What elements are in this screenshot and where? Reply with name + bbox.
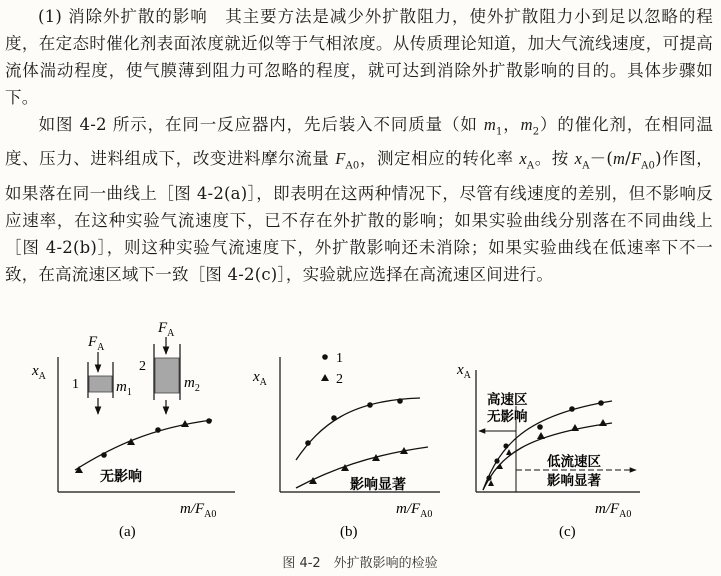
panel-c-label: (c) bbox=[559, 524, 576, 540]
legend-label-1: 1 bbox=[336, 351, 343, 366]
panel-a-circle-point bbox=[101, 452, 107, 458]
panel-c-circle-point bbox=[494, 458, 499, 463]
p2-math-F2: F bbox=[630, 149, 642, 169]
panel-c bbox=[456, 362, 640, 540]
legend-circle-marker bbox=[322, 354, 328, 360]
panel-b-annotation: 影响显著 bbox=[350, 477, 406, 493]
p2-math-F2-sub: A0 bbox=[641, 160, 656, 172]
p2-math-x-sub: A bbox=[526, 160, 535, 172]
panel-b bbox=[252, 351, 440, 540]
panel-b-circle-point bbox=[305, 440, 311, 446]
panel-c-triangle-point bbox=[599, 419, 607, 426]
panel-c-circle-point bbox=[598, 400, 604, 406]
reactor-1-number: 1 bbox=[72, 377, 79, 392]
p2-text-1: 如图 4-2 所示，在同一反应器内，先后装入不同质量（如 bbox=[38, 115, 484, 134]
reactor-1 bbox=[72, 334, 132, 414]
panel-c-low-speed-label-2: 影响显著 bbox=[547, 473, 601, 489]
p2-math-m1-sub: 1 bbox=[495, 126, 503, 138]
panel-c-x-label: $m/F_{A0}$ bbox=[595, 501, 632, 520]
panel-b-circle-point bbox=[397, 398, 403, 404]
panel-b-x-label: $m/F_{A0}$ bbox=[396, 501, 433, 520]
panel-c-low-speed-label-1: 低流速区 bbox=[547, 454, 601, 470]
panel-b-circle-point bbox=[367, 402, 373, 408]
panel-a-annotation: 无影响 bbox=[100, 469, 142, 485]
p2-math-F-sub: A0 bbox=[345, 160, 360, 172]
paragraph-1-text: (1) 消除外扩散的影响 其主要方法是减少外扩散阻力，使外扩散阻力小到足以忽略的程度，在定态时催化剂表面浓度就近似等于气相浓度。从传质理论知道，加大气流线速度，可提高流体湍动程度，使气膜薄到阻力可忽略的程度，就可达到消除外扩散影响的目的。具体步骤如下。 bbox=[5, 7, 713, 107]
p2-math-m3: m bbox=[612, 149, 626, 169]
panel-a-y-label: $x_A$ bbox=[32, 363, 46, 382]
panel-b-upper-curve bbox=[296, 398, 420, 460]
panel-c-circle-point bbox=[569, 406, 575, 412]
p2-math-F: F bbox=[335, 149, 346, 169]
p2-text-5: －( bbox=[589, 149, 613, 169]
reactor-2-flow-label: $F_A$ bbox=[158, 320, 175, 339]
panel-b-y-label: $x_A$ bbox=[253, 369, 267, 388]
p2-math-m2: m bbox=[520, 115, 533, 134]
panel-c-high-speed-label-1: 高速区 bbox=[487, 392, 528, 408]
panel-a-circle-point bbox=[206, 418, 212, 424]
p2-text-3: ，测定相应的转化率 bbox=[359, 149, 520, 169]
p2-math-x2: x bbox=[574, 149, 583, 169]
reactor-2-catalyst-bed bbox=[155, 358, 179, 393]
panel-c-high-speed-label-2: 无影响 bbox=[487, 409, 528, 425]
panel-a bbox=[31, 320, 235, 540]
reactor-2-number: 2 bbox=[139, 359, 146, 374]
figure-caption: 图 4-2 外扩散影响的检验 bbox=[282, 556, 438, 571]
panel-a-curve bbox=[75, 420, 212, 470]
panel-c-triangle-point bbox=[488, 480, 494, 486]
panel-c-circle-point bbox=[537, 424, 543, 430]
legend-label-2: 2 bbox=[336, 372, 343, 387]
p2-math-x2-sub: A bbox=[582, 160, 590, 172]
panel-a-circle-point bbox=[155, 427, 161, 433]
p2-text-2: ）的催化剂，在相同温度、压力、进料组成下，改变进料摩尔流量 bbox=[5, 115, 714, 169]
reactor-2-mass-label: $m_2$ bbox=[184, 375, 200, 394]
p2-math-m2-sub: 2 bbox=[532, 126, 540, 138]
p2-math-x: x bbox=[519, 149, 527, 169]
panel-b-circle-point bbox=[331, 415, 337, 421]
panel-c-circle-point bbox=[486, 475, 491, 480]
reactor-2 bbox=[139, 320, 200, 414]
panel-b-label: (b) bbox=[340, 524, 358, 540]
reactor-1-mass-label: $m_1$ bbox=[116, 379, 132, 398]
p2-sep: ， bbox=[502, 115, 521, 134]
panel-a-x-label: $m/F_{A0}$ bbox=[180, 501, 217, 520]
panel-a-label: (a) bbox=[119, 524, 136, 540]
panel-c-y-label: $x_A$ bbox=[457, 362, 471, 381]
reactor-1-catalyst-bed bbox=[89, 376, 112, 392]
panel-b-legend bbox=[321, 351, 343, 387]
panel-c-triangle-point bbox=[571, 424, 579, 431]
panel-c-triangle-point bbox=[506, 449, 512, 455]
panel-c-triangle-point bbox=[537, 432, 545, 439]
p2-text-4: 。按 bbox=[534, 149, 575, 169]
p2-slash: / bbox=[625, 149, 631, 169]
p2-math-m1: m bbox=[483, 115, 496, 134]
panel-c-circle-point bbox=[503, 443, 508, 448]
reactor-1-flow-label: $F_A$ bbox=[88, 334, 105, 353]
legend-triangle-marker bbox=[321, 374, 329, 381]
p2-text-6: )作图，如果落在同一曲线上［图 4-2(a)］，即表明在这两种情况下，尽管有线速度的差别，但不影响反应速率，在这种实验气流速度下，已不存在外扩散的影响；如果实验曲线分别落在不同曲线上［图 4-2(b)］，则这种实验气流速度下，外扩散影响还未消除；如果实验曲线在低速率下不一致，在高流速区域下一致［图 4-2(c)］，实验就应选择在高流速区间进行。 bbox=[5, 149, 713, 284]
